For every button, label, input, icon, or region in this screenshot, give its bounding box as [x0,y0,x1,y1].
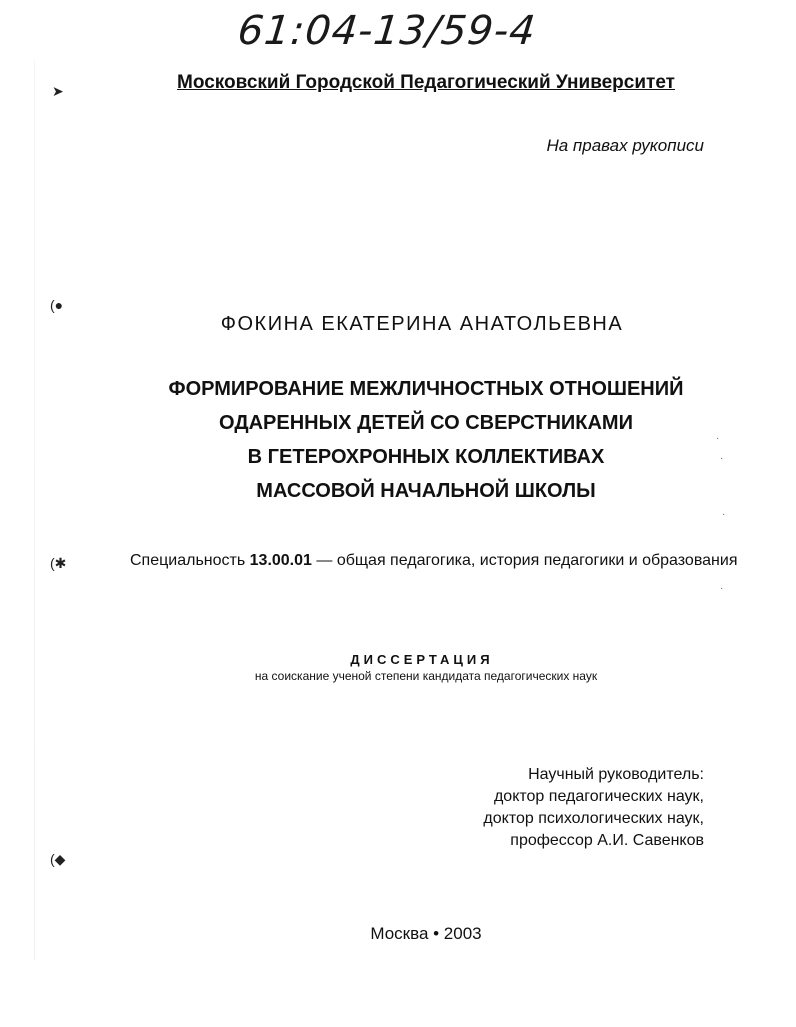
specialty-code: 13.00.01 [249,552,312,569]
dissertation-subheading: на соискание ученой степени кандидата педагогических наук [254,669,598,683]
scan-dot-icon: · [720,453,724,464]
scan-dot-icon: · [716,433,720,444]
title-line: ФОРМИРОВАНИЕ МЕЖЛИЧНОСТНЫХ ОТНОШЕНИЙ [168,378,684,400]
city-year: Москва • 2003 [370,924,482,943]
supervisor-line: доктор педагогических наук, [493,788,704,805]
scan-dot-icon: · [720,583,724,594]
scan-mark-icon: (● [50,297,64,313]
supervisor-line: Научный руководитель: [528,766,704,783]
scan-mark-icon: ➤ [52,83,64,99]
rights-note: На правах рукописи [546,136,704,155]
title-line: ОДАРЕННЫХ ДЕТЕЙ СО СВЕРСТНИКАМИ [219,412,633,434]
title-line: В ГЕТЕРОХРОННЫХ КОЛЛЕКТИВАХ [247,446,605,468]
specialty-prefix: Специальность [130,552,246,569]
handwritten-stamp: 61:04-13/59-4 [235,8,539,54]
scan-mark-icon: (◆ [50,851,66,867]
author-name: ФОКИНА ЕКАТЕРИНА АНАТОЛЬЕВНА [220,313,624,335]
supervisor-line: доктор психологических наук, [483,810,704,827]
dissertation-heading: ДИССЕРТАЦИЯ [350,652,494,667]
scan-dot-icon: · [722,509,726,520]
dissertation-title [0,372,796,508]
specialty-description: — общая педагогика, история педагогики и образования [316,552,738,569]
university-name: Московский Городской Педагогический Университет [177,72,675,93]
supervisor-line: профессор А.И. Савенков [510,832,704,849]
specialty-line [130,552,737,570]
scan-mark-icon: (✱ [50,555,67,571]
binding-shadow [34,60,35,960]
title-line: МАССОВОЙ НАЧАЛЬНОЙ ШКОЛЫ [256,480,596,502]
supervisor-block [483,764,704,852]
